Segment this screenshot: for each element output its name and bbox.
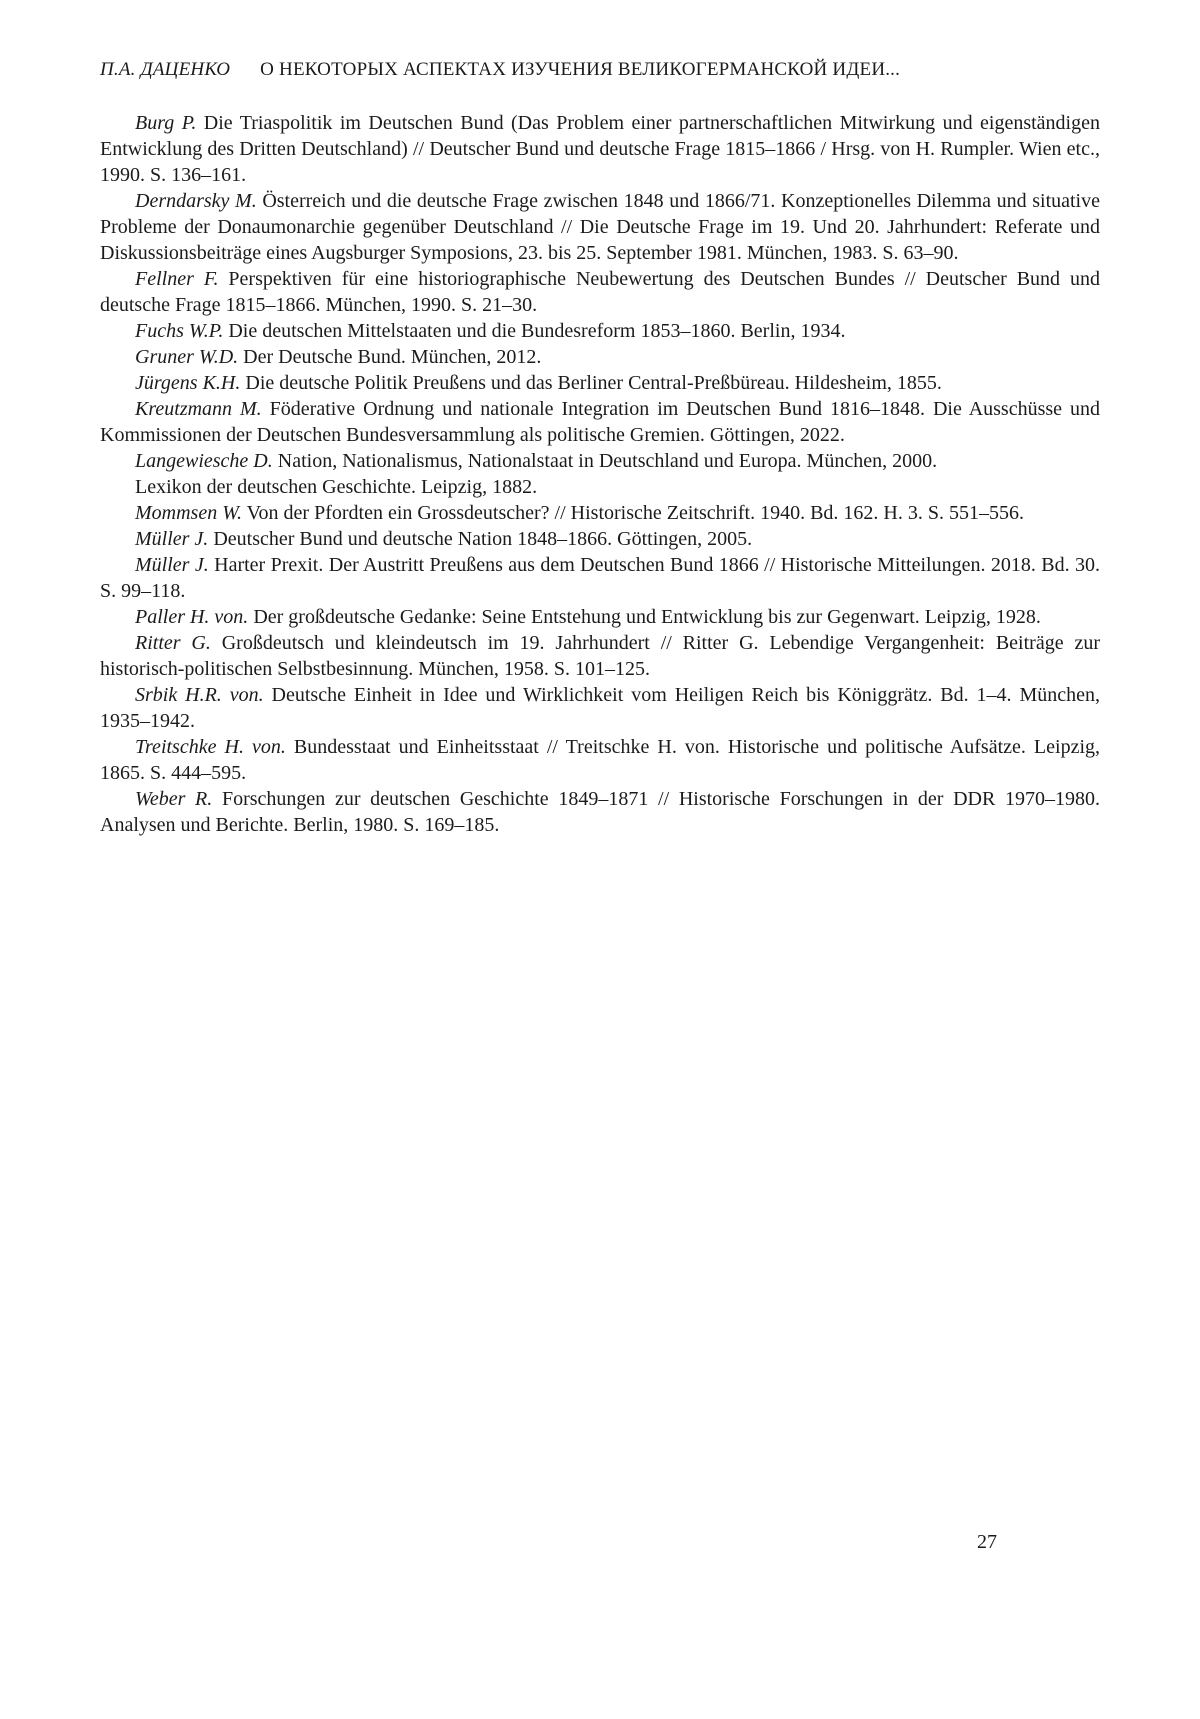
reference-author: Treitschke H. von. xyxy=(135,736,286,758)
reference-entry xyxy=(100,448,1100,474)
reference-author: Kreutzmann M. xyxy=(135,398,262,420)
reference-author: Jürgens K.H. xyxy=(135,372,241,394)
reference-author: Burg P. xyxy=(135,112,197,134)
reference-entry xyxy=(100,474,1100,500)
reference-text: Großdeutsch und kleindeutsch im 19. Jahrhundert // Ritter G. Lebendige Vergangenheit: Beiträge zur historisch-politischen Selbstbesinnung. München, 1958. S. 101–125. xyxy=(100,632,1100,680)
reference-author: Derndarsky M. xyxy=(135,190,257,212)
reference-author: Mommsen W. xyxy=(135,502,243,524)
header-title: О НЕКОТОРЫХ АСПЕКТАХ ИЗУЧЕНИЯ ВЕЛИКОГЕРМАНСКОЙ ИДЕИ... xyxy=(260,59,901,80)
reference-entry xyxy=(100,630,1100,682)
reference-text: Harter Prexit. Der Austritt Preußens aus dem Deutschen Bund 1866 // Historische Mitteilungen. 2018. Bd. 30. S. 99–118. xyxy=(100,554,1101,602)
reference-entry xyxy=(100,188,1100,266)
reference-entry xyxy=(100,370,1100,396)
reference-text: Bundesstaat und Einheitsstaat // Treitschke H. von. Historische und politische Aufsätze. Leipzig, 1865. S. 444–595. xyxy=(100,736,1100,784)
reference-text: Deutsche Einheit in Idee und Wirklichkeit vom Heiligen Reich bis Königgrätz. Bd. 1–4. München, 1935–1942. xyxy=(100,684,1100,732)
reference-author: Ritter G. xyxy=(135,632,211,654)
reference-text: Lexikon der deutschen Geschichte. Leipzig, 1882. xyxy=(135,476,538,498)
reference-text: Der Deutsche Bund. München, 2012. xyxy=(238,346,542,368)
reference-entry xyxy=(100,344,1100,370)
reference-text: Österreich und die deutsche Frage zwischen 1848 und 1866/71. Konzeptionelles Dilemma und situative Probleme der Donaumonarchie gegenüber Deutschland // Die Deutsche Frage im 19. Und 20. Jahrhundert: Referate und Diskussionsbeiträge eines Augsburger Symposions, 23. bis 25. September 1981. München, 1983. S. 63–90. xyxy=(100,190,1100,264)
reference-text: Deutscher Bund und deutsche Nation 1848–1866. Göttingen, 2005. xyxy=(208,528,753,550)
reference-author: Müller J. xyxy=(135,554,209,576)
reference-entry xyxy=(100,266,1100,318)
page-header xyxy=(100,58,1100,82)
reference-entry xyxy=(100,526,1100,552)
reference-text: Die deutsche Politik Preußens und das Berliner Central-Preßbüreau. Hildesheim, 1855. xyxy=(240,372,942,394)
reference-author: Langewiesche D. xyxy=(135,450,273,472)
reference-author: Müller J. xyxy=(135,528,209,550)
reference-entry xyxy=(100,396,1100,448)
reference-author: Paller H. von. xyxy=(135,606,249,628)
reference-text: Die deutschen Mittelstaaten und die Bundesreform 1853–1860. Berlin, 1934. xyxy=(223,320,846,342)
reference-entry xyxy=(100,500,1100,526)
reference-text: Perspektiven für eine historiographische Neubewertung des Deutschen Bundes // Deutscher Bund und deutsche Frage 1815–1866. München, 1990. S. 21–30. xyxy=(100,268,1100,316)
reference-text: Die Triaspolitik im Deutschen Bund (Das Problem einer partnerschaftlichen Mitwirkung und eigenständigen Entwicklung des Dritten Deutschland) // Deutscher Bund und deutsche Frage 1815–1866 / Hrsg. von H. Rumpler. Wien etc., 1990. S. 136–161. xyxy=(100,112,1100,186)
reference-entry xyxy=(100,552,1100,604)
reference-author: Fellner F. xyxy=(135,268,219,290)
reference-text: Der großdeutsche Gedanke: Seine Entstehung und Entwicklung bis zur Gegenwart. Leipzig, 1928. xyxy=(248,606,1041,628)
reference-list xyxy=(100,110,1100,838)
reference-entry xyxy=(100,318,1100,344)
reference-entry xyxy=(100,786,1100,838)
reference-entry xyxy=(100,604,1100,630)
reference-author: Fuchs W.P. xyxy=(135,320,224,342)
reference-entry xyxy=(100,110,1100,188)
reference-text: Von der Pfordten ein Grossdeutscher? // Historische Zeitschrift. 1940. Bd. 162. H. 3. S. 551–556. xyxy=(242,502,1024,524)
header-author: П.А. ДАЦЕНКО xyxy=(100,59,231,80)
reference-author: Weber R. xyxy=(135,788,213,810)
reference-text: Nation, Nationalismus, Nationalstaat in Deutschland und Europa. München, 2000. xyxy=(272,450,938,472)
reference-text: Forschungen zur deutschen Geschichte 1849–1871 // Historische Forschungen in der DDR 1970–1980. Analysen und Berichte. Berlin, 1980. S. 169–185. xyxy=(100,788,1100,836)
reference-author: Srbik H.R. von. xyxy=(135,684,264,706)
reference-author: Gruner W.D. xyxy=(135,346,239,368)
reference-entry xyxy=(100,734,1100,786)
page-number: 27 xyxy=(977,1531,997,1553)
reference-text: Föderative Ordnung und nationale Integration im Deutschen Bund 1816–1848. Die Ausschüsse und Kommissionen der Deutschen Bundesversammlung als politische Gremien. Göttingen, 2022. xyxy=(100,398,1101,446)
reference-entry xyxy=(100,682,1100,734)
